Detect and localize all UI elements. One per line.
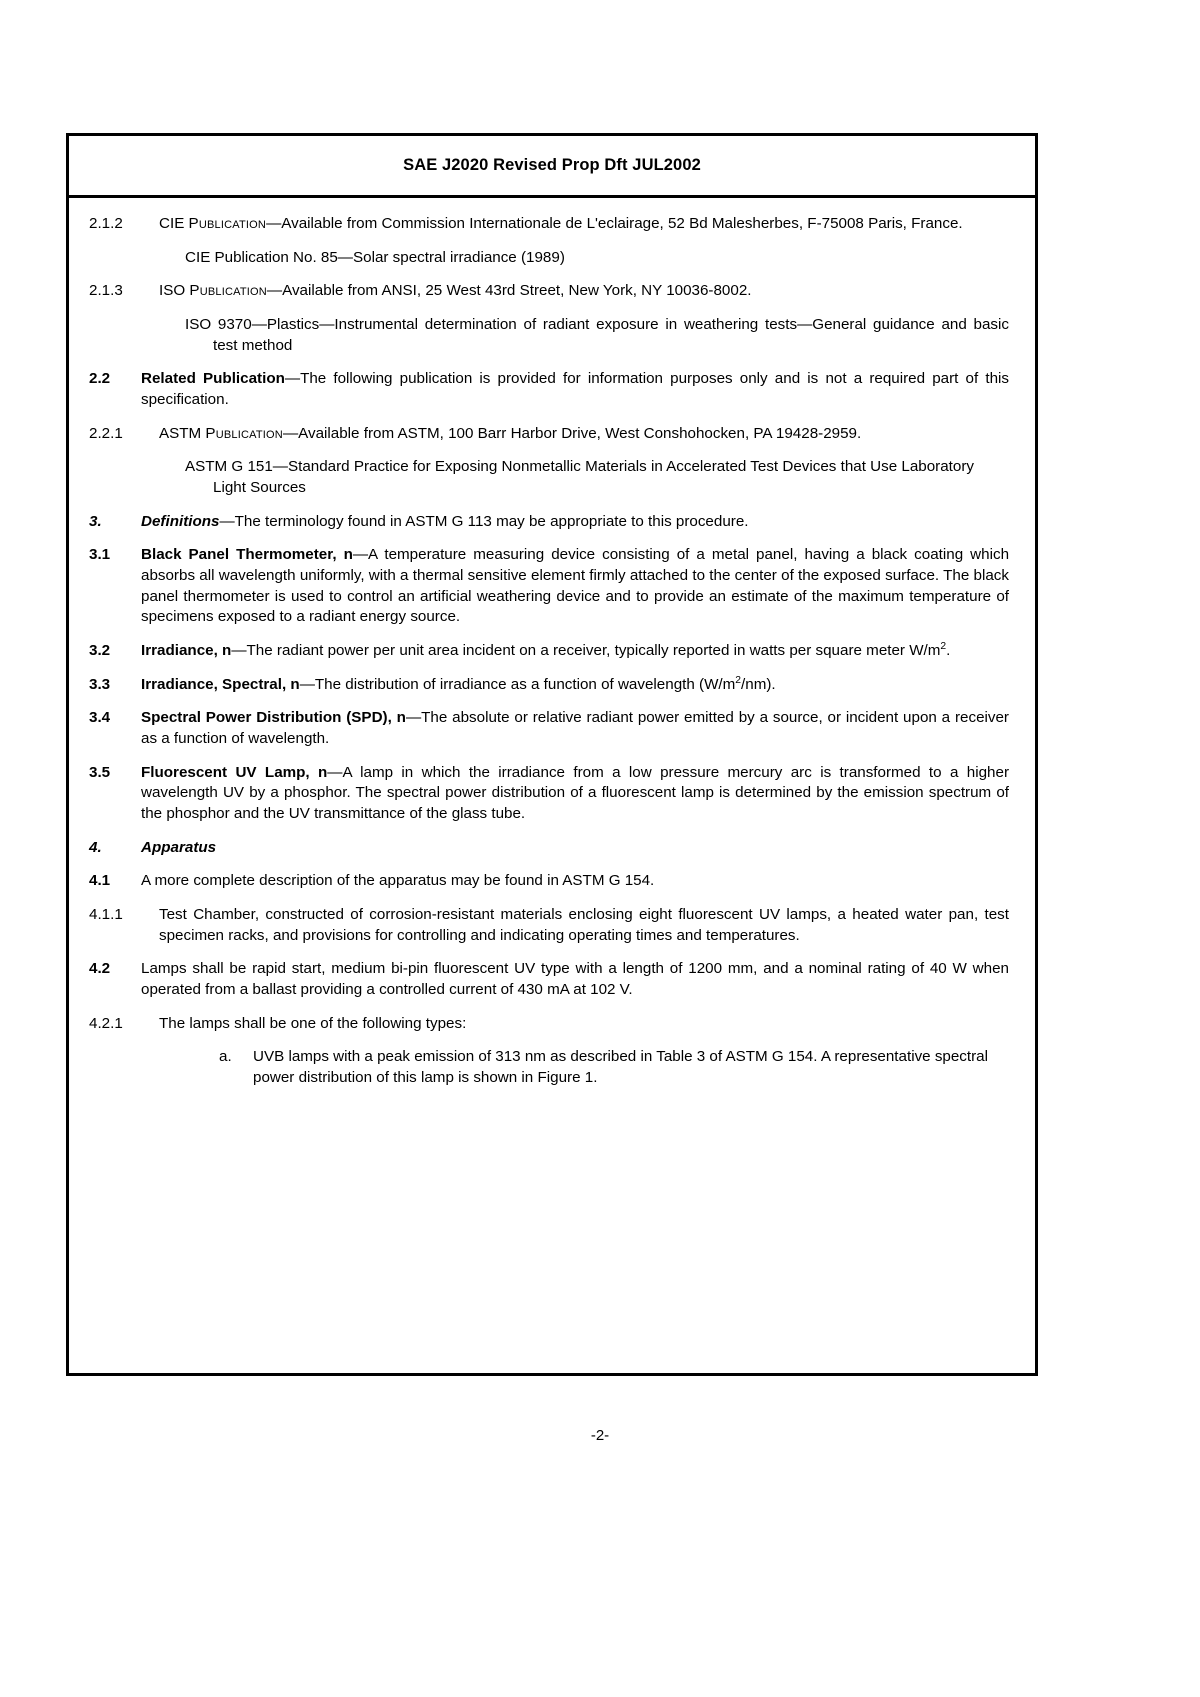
clause-lead: CIE bbox=[159, 215, 189, 232]
clause-body: —A lamp in which the irradiance from a low pressure mercury arc is transformed to a higher wavelength UV by a phosphor. The spectral power distribution of a fluorescent lamp is determined by the emission spectrum of the phosphor and the UV transmittance of the glass tube. bbox=[141, 763, 1010, 823]
clause-smallcaps: Publication bbox=[189, 282, 267, 300]
clause-3 bbox=[89, 512, 1009, 533]
reference-astm bbox=[89, 457, 1009, 498]
clause-text bbox=[141, 708, 1009, 749]
clause-superscript: 2 bbox=[940, 641, 947, 653]
clause-lead: ISO bbox=[159, 282, 190, 300]
clause-number: 4.1 bbox=[89, 872, 111, 890]
clause-title: Apparatus bbox=[141, 838, 217, 856]
clause-number: 4. bbox=[89, 838, 102, 856]
clause-4-2 bbox=[89, 959, 1009, 1000]
clause-lead: ASTM bbox=[159, 424, 206, 442]
clause-2-1-3 bbox=[89, 281, 1009, 302]
clause-text bbox=[141, 838, 1009, 859]
clause-text: A more complete description of the apparatus may be found in ASTM G 154. bbox=[141, 872, 655, 890]
clause-text bbox=[159, 214, 1009, 235]
clause-text bbox=[159, 281, 1009, 302]
clause-number: 4.2 bbox=[89, 960, 111, 978]
clause-body: —The following publication is provided for information purposes only and is not a required part of this specification. bbox=[141, 370, 1009, 409]
clause-body: —The distribution of irradiance as a function of wavelength (W/m bbox=[299, 675, 736, 693]
clause-body: —Available from Commission Internationale de L'eclairage, 52 Bd Malesherbes, F-75008 Paris, France. bbox=[266, 215, 963, 232]
reference-text: ISO 9370—Plastics—Instrumental determination of radiant exposure in weathering tests—General guidance and basic test method bbox=[185, 316, 1009, 354]
document-body bbox=[69, 198, 1035, 1099]
clause-text bbox=[141, 675, 1009, 696]
clause-body: —A temperature measuring device consisting of a metal panel, having a black coating which absorbs all wavelength uniformly, with a thermal sensitive element firmly attached to the center of the exposed surface. The black panel thermometer is used to control an artificial weathering device and to provide an estimate of the maximum temperature of specimens exposed to a radiant energy source. bbox=[141, 546, 1010, 626]
clause-text bbox=[141, 641, 1009, 662]
clause-title: Related Publication bbox=[141, 370, 285, 388]
clause-text bbox=[141, 763, 1009, 825]
reference-text: CIE Publication No. 85—Solar spectral irradiance (1989) bbox=[185, 248, 565, 266]
clause-text: The lamps shall be one of the following types: bbox=[159, 1014, 467, 1032]
list-item-label: a. bbox=[219, 1048, 232, 1066]
page-number: -2- bbox=[590, 1427, 610, 1444]
clause-text bbox=[159, 424, 1009, 445]
reference-cie bbox=[89, 248, 1009, 269]
clause-number: 2.2 bbox=[89, 370, 111, 388]
clause-body: —The terminology found in ASTM G 113 may be appropriate to this procedure. bbox=[219, 512, 749, 530]
document-title: SAE J2020 Revised Prop Dft JUL2002 bbox=[403, 156, 701, 174]
clause-text bbox=[141, 369, 1009, 410]
clause-smallcaps: Publication bbox=[188, 215, 267, 232]
clause-superscript: 2 bbox=[735, 674, 742, 686]
clause-title: Fluorescent UV Lamp, n bbox=[141, 763, 328, 781]
document-header bbox=[69, 136, 1035, 198]
clause-2-2 bbox=[89, 369, 1009, 410]
list-item-text: UVB lamps with a peak emission of 313 nm as described in Table 3 of ASTM G 154. A representative spectral power distribution of this lamp is shown in Figure 1. bbox=[253, 1048, 989, 1087]
clause-3-1 bbox=[89, 545, 1009, 628]
clause-number: 3.2 bbox=[89, 642, 111, 660]
clause-title: Definitions bbox=[141, 512, 220, 530]
clause-number: 2.1.2 bbox=[89, 215, 123, 232]
clause-body: —Available from ANSI, 25 West 43rd Street, New York, NY 10036-8002. bbox=[266, 282, 752, 300]
clause-title: Irradiance, n bbox=[141, 642, 232, 660]
clause-4-1 bbox=[89, 871, 1009, 892]
clause-text bbox=[141, 512, 1009, 533]
clause-number: 2.2.1 bbox=[89, 424, 123, 442]
clause-2-2-1 bbox=[89, 424, 1009, 445]
list-item-a bbox=[219, 1047, 1005, 1088]
clause-number: 4.2.1 bbox=[89, 1014, 123, 1032]
clause-3-2 bbox=[89, 641, 1009, 662]
clause-4 bbox=[89, 838, 1009, 859]
clause-number: 3.5 bbox=[89, 763, 111, 781]
clause-number: 3.4 bbox=[89, 709, 111, 727]
clause-body: —The absolute or relative radiant power emitted by a source, or incident upon a receiver as a function of wavelength. bbox=[141, 709, 1009, 748]
clause-number: 4.1.1 bbox=[89, 906, 123, 924]
document-frame bbox=[66, 133, 1038, 1376]
clause-text bbox=[141, 545, 1009, 628]
clause-4-2-1 bbox=[89, 1014, 1009, 1035]
clause-text: Test Chamber, constructed of corrosion-resistant materials enclosing eight fluorescent UV lamps, a heated water pan, test specimen racks, and provisions for controlling and indicating operating times and temperatures. bbox=[159, 906, 1009, 944]
clause-title: Spectral Power Distribution (SPD), n bbox=[141, 709, 406, 727]
clause-number: 2.1.3 bbox=[89, 282, 123, 300]
clause-text: Lamps shall be rapid start, medium bi-pin fluorescent UV type with a length of 1200 mm, and a nominal rating of 40 W when operated from a ballast providing a controlled current of 430 mA at 102 V. bbox=[141, 960, 1009, 999]
clause-3-4 bbox=[89, 708, 1009, 749]
reference-iso bbox=[89, 315, 1009, 356]
clause-number: 3.1 bbox=[89, 546, 111, 564]
clause-3-5 bbox=[89, 763, 1009, 825]
clause-body: —The radiant power per unit area incident on a receiver, typically reported in watts per square meter W/m bbox=[231, 642, 941, 660]
clause-number: 3.3 bbox=[89, 675, 111, 693]
clause-2-1-2 bbox=[89, 214, 1009, 235]
clause-body-after: /nm). bbox=[741, 675, 776, 693]
clause-body: —Available from ASTM, 100 Barr Harbor Drive, West Conshohocken, PA 19428-2959. bbox=[282, 424, 862, 442]
clause-body-after: . bbox=[946, 642, 951, 660]
reference-text: ASTM G 151—Standard Practice for Exposing Nonmetallic Materials in Accelerated Test Devices that Use Laboratory Light Sources bbox=[185, 458, 974, 497]
clause-4-1-1 bbox=[89, 905, 1009, 946]
clause-title: Black Panel Thermometer, n bbox=[141, 546, 353, 564]
clause-smallcaps: Publication bbox=[205, 424, 283, 442]
clause-title: Irradiance, Spectral, n bbox=[141, 675, 300, 693]
clause-number: 3. bbox=[89, 512, 102, 530]
clause-3-3 bbox=[89, 675, 1009, 696]
